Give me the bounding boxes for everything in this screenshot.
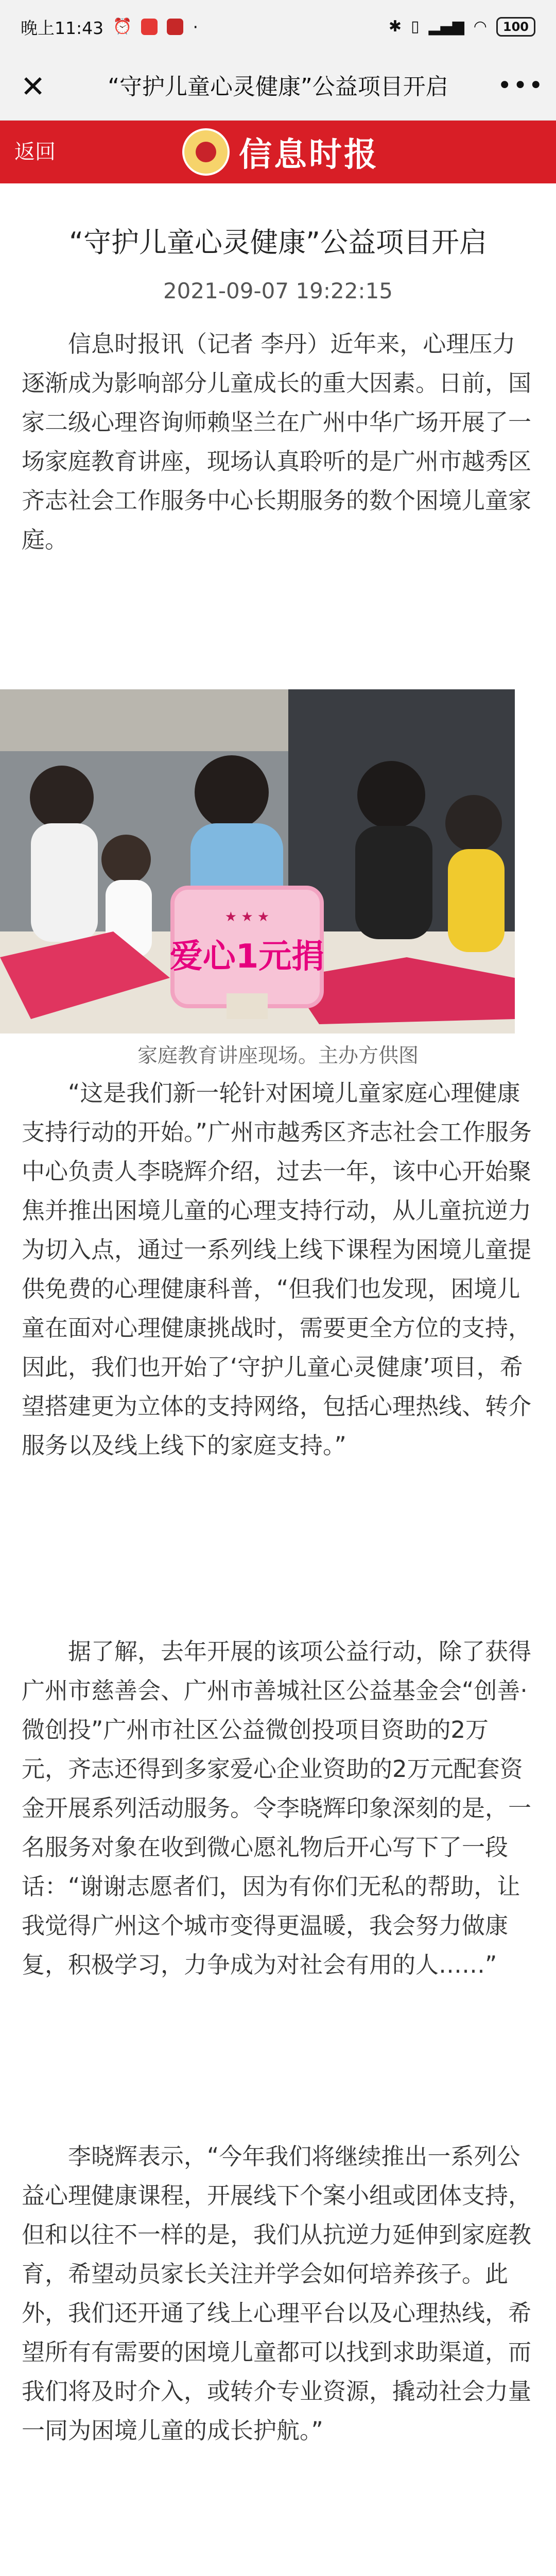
brand-name: 信息时报 (239, 136, 379, 174)
brand-block (182, 128, 379, 176)
svg-text:★ ★ ★: ★ ★ ★ (224, 909, 270, 925)
status-bar (0, 0, 556, 54)
status-left (21, 15, 198, 39)
article-paragraph-4: 李晓辉表示，“今年我们将继续推出一系列公益心理健康课程，开展线下个案小组或团体支持，但和以往不一样的是，我们从抗逆力延伸到家庭教育，希望动员家长关注并学会如何培养孩子。此外，我们还开通了线上心理平台以及心理热线，希望所有有需要的困境儿童都可以找到求助渠道，而我们将及时介入，或转介专业资源，撬动社会力量一同为困境儿童的成长护航。” (22, 2143, 532, 2444)
article-paragraph-1: 信息时报讯（记者 李丹）近年来，心理压力逐渐成为影响部分儿童成长的重大因素。日前，国家二级心理咨询师赖坚兰在广州中华广场开展了一场家庭教育讲座，现场认真聆听的是广州市越秀区齐志社会工作服务中心长期服务的数个困境儿童家庭。 (22, 330, 532, 553)
news-app-icon (167, 19, 183, 35)
bluetooth-icon: ✱ (388, 18, 402, 36)
status-time: 晚上11:43 (21, 18, 104, 38)
signal-icon: ▂▄▆ (428, 18, 464, 36)
brand-logo-icon (182, 128, 230, 176)
webview-nav-bar (0, 54, 556, 121)
site-header (0, 121, 556, 183)
article-title: “守护儿童心灵健康”公益项目开启 (69, 226, 487, 259)
vibrate-icon: ▯ (410, 18, 420, 36)
app-notification-icon (141, 19, 158, 35)
status-right (389, 17, 535, 37)
article-photo (0, 689, 515, 1033)
nav-title: “守护儿童心灵健康”公益项目开启 (108, 74, 448, 100)
sign-text: 爱心1元捐 (169, 938, 325, 976)
alarm-icon: ⏰ (113, 18, 132, 36)
photo-caption: 家庭教育讲座现场。主办方供图 (137, 1044, 419, 1067)
more-options-icon[interactable]: ••• (497, 71, 544, 100)
article-paragraph-2: “这是我们新一轮针对困境儿童家庭心理健康支持行动的开始。”广州市越秀区齐志社会工作服务中心负责人李晓辉介绍，过去一年，该中心开始聚焦并推出困境儿童的心理支持行动，从儿童抗逆力为切入点，通过一系列线上线下课程为困境儿童提供免费的心理健康科普，“但我们也发现，困境儿童在面对心理健康挑战时，需要更全方位的支持，因此，我们也开始了‘守护儿童心灵健康’项目，希望搭建更为立体的支持网络，包括心理热线、转介服务以及线上线下的家庭支持。” (22, 1079, 532, 1459)
battery-indicator: 100 (496, 17, 535, 37)
article-datetime: 2021-09-07 19:22:15 (163, 278, 393, 303)
status-dot: · (193, 16, 198, 37)
wifi-icon: ◠ (473, 18, 487, 36)
back-link[interactable]: 返回 (14, 140, 56, 164)
lecture-scene-image (0, 689, 515, 1033)
close-icon[interactable]: ✕ (20, 69, 46, 104)
article-paragraph-3: 据了解，去年开展的该项公益行动，除了获得广州市慈善会、广州市善城社区公益基金会“创善·微创投”广州市社区公益微创投项目资助的2万元，齐志还得到多家爱心企业资助的2万元配套资金开展系列活动服务。令李晓辉印象深刻的是，一名服务对象在收到微心愿礼物后开心写下了一段话：“谢谢志愿者们，因为有你们无私的帮助，让我觉得广州这个城市变得更温暖，我会努力做康复，积极学习，力争成为对社会有用的人……” (22, 1638, 532, 1978)
